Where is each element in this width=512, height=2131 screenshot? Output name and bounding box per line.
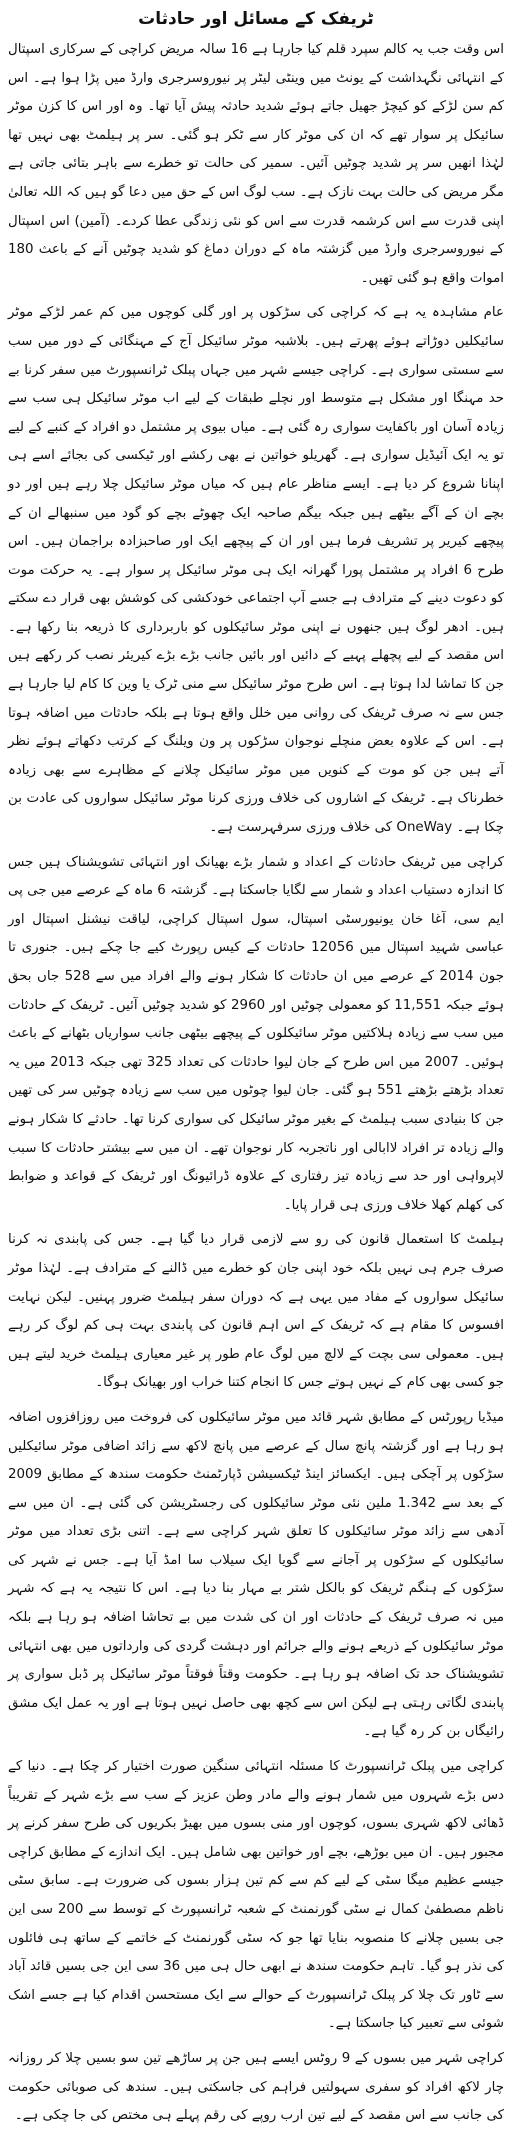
article-paragraph-2: عام مشاہدہ یہ ہے کہ کراچی کی سڑکوں پر اور گلی کوچوں میں کم عمر لڑکے موٹر سائیکلیں دوڑاتے ہوئے پھرتے ہیں۔ بلاشبہ موٹر سائیکل آج کے مہنگائی کے دور میں سب سے سستی سواری ہے۔ کراچی جیسے شہر میں جہاں پبلک ٹرانسپورٹ میں سفر کرنا بے حد مہنگا اور مشکل ہے متوسط اور نچلے طبقات کے لیے اب موٹر سائیکل ہی سب سے زیادہ آسان اور باکفایت سواری رہ گئی ہے۔ میاں بیوی پر مشتمل دو افراد کے کنبے کے لیے تو یہ ایک آئیڈیل سواری ہے۔ گھریلو خواتین نے بھی رکشے اور ٹیکسی کی بجائے اسے ہی اپنانا شروع کر دیا ہے۔ ایسے مناظر عام ہیں کہ میاں موٹر سائیکل چلا رہے ہیں اور دو بچے ان کے آگے بیٹھے ہیں جبکہ بیگم صاحبہ ایک چھوٹے بچے کو گود میں سنبھالے ان کے پیچھے کیریر پر تشریف فرما ہیں اور ان کے پیچھے ایک اور صاحبزادہ براجمان ہیں۔ اس طرح 6 افراد پر مشتمل پورا گھرانہ ایک ہی موٹر سائیکل پر سوار ہے۔ یہ حرکت موت کو دعوت دینے کے مترادف ہے جسے آپ اجتماعی خودکشی کی کوشش بھی قرار دے سکتے ہیں۔ ادھر لوگ ہیں جنھوں نے اپنی موٹر سائیکلوں کو باربرداری کا ذریعہ بنا رکھا ہے۔ اس مقصد کے لیے پچھلے پہیے کے دائیں اور بائیں جانب بڑے بڑے کیریئر نصب کر رکھے ہیں جن کا تماشا لدا ہوتا ہے۔ اس طرح موٹر سائیکل سے منی ٹرک یا وین کا کام لیا جارہا ہے جس سے نہ صرف ٹریفک کی روانی میں خلل واقع ہوتا ہے بلکہ حادثات میں اضافہ ہوتا ہے۔ اس کے علاوہ بعض منچلے نوجوان سڑکوں پر ون ویلنگ کے کرتب دکھاتے ہوئے نظر آتے ہیں جن کو موت کے کنویں میں موٹر سائیکل چلانے کے مظاہرے سے بھی زیادہ خطرناک ہے۔ ٹریفک کے اشاروں کی خلاف ورزی کرنا موٹر سائیکل سواروں کی عادت بن چکا ہے۔ OneWay کی خلاف ورزی سرفہرست ہے۔ (8, 305, 504, 836)
article-paragraph-7: کراچی شہر میں بسوں کے 9 روٹس ایسے ہیں جن پر ساڑھے تین سو بسیں چلا کر روزانہ چار لاکھ افراد کو سفری سہولتیں فراہم کی جاسکتی ہیں۔ سندھ کی صوبائی حکومت کی جانب سے اس مقصد کے لیے تین ارب روپے کی رقم پہلے ہی مختص کی جا چکی ہے۔ (8, 2050, 504, 2124)
article-headline: ٹریفک کے مسائل اور حادثات (138, 9, 374, 29)
article-paragraph-1: اس وقت جب یہ کالم سپرد قلم کیا جارہا ہے 16 سالہ مریض کراچی کے سرکاری اسپتال کے انتہائی نگہداشت کے یونٹ میں وینٹی لیٹر پر نیوروسرجری وارڈ میں پڑا ہوا ہے۔ اس کم سن لڑکے کو کیچڑ جھیل جاتے ہوئے شدید حادثہ پیش آیا تھا۔ وہ اور اس کا کزن موٹر سائیکل پر سوار تھے کہ ان کی موٹر کار سے ٹکر ہو گئی۔ سر پر ہیلمٹ بھی نہیں تھا لہٰذا انھیں سر پر شدید چوٹیں آئیں۔ سمیر کی حالت تو خطرے سے باہر بتائی جاتی ہے مگر مریض کی حالت بہت نازک ہے۔ سب لوگ اس کے حق میں دعا گو ہیں کہ اللہ تعالیٰ اپنی قدرت سے اس کرشمہ قدرت سے اس کو نئی زندگی عطا کردے۔ (آمین) اس اسپتال کے نیوروسرجری وارڈ میں گزشتہ ماہ کے دوران دماغ کو شدید چوٹیں آنے کے باعث 180 اموات واقع ہو گئی تھیں۔ (8, 42, 504, 286)
article-paragraph-6: کراچی میں پبلک ٹرانسپورٹ کا مسئلہ انتہائی سنگین صورت اختیار کر چکا ہے۔ دنیا کے دس بڑے شہروں میں شمار ہونے والے مادر وطن عزیز کے سب سے بڑے شہر کے تقریباً ڈھائی لاکھ شہری بسوں، کوچوں اور منی بسوں میں بھیڑ بکریوں کی طرح سفر کرنے پر مجبور ہیں۔ ان میں بوڑھے، بچے اور خواتین بھی شامل ہیں۔ ایک اندازے کے مطابق کراچی جیسے عظیم میگا سٹی کے لیے کم سے کم تین ہزار بسوں کی ضرورت ہے۔ سابق سٹی ناظم مصطفیٰ کمال نے سٹی گورنمنٹ کے شعبہ ٹرانسپورٹ کے توسط سے 200 سی این جی بسیں چلانے کا منصوبہ بنایا تھا جو کہ سٹی گورنمنٹ کے خاتمے کے ساتھ ہی فائلوں کی نذر ہو گیا۔ تاہم حکومت سندھ نے ابھی حال ہی میں 36 سی این جی بسیں قائد آباد سے ٹاور تک چلا کر پبلک ٹرانسپورٹ کے حوالے سے ایک مستحسن اقدام کیا ہے جسے اشک شوئی سے تعبیر کیا جاسکتا ہے۔ (8, 1759, 504, 2032)
article-paragraph-3: کراچی میں ٹریفک حادثات کے اعداد و شمار بڑے بھیانک اور انتہائی تشویشناک ہیں جس کا اندازہ دستیاب اعداد و شمار سے لگایا جاسکتا ہے۔ گزشتہ 6 ماہ کے عرصے میں جی پی ایم سی، آغا خان یونیورسٹی اسپتال، سول اسپتال کراچی، لیاقت نیشنل اسپتال اور عباسی شہید اسپتال میں 12056 حادثات کے کیس رپورٹ کیے جا چکے ہیں۔ جنوری تا جون 2014 کے عرصے میں ان حادثات کا شکار ہونے والے افراد میں سے 528 جاں بحق ہوئے جبکہ 11,551 کو معمولی چوٹیں اور 2960 کو شدید چوٹیں آئیں۔ ٹریفک کے حادثات میں سب سے زیادہ ہلاکتیں موٹر سائیکلوں کے پیچھے بیٹھی جانب سواریاں بٹھانے کے باعث ہوئیں۔ 2007 میں اس طرح کے جان لیوا حادثات کی تعداد 325 تھی جبکہ 2013 میں یہ تعداد بڑھتے بڑھتے 551 ہو گئی۔ جان لیوا چوٹوں میں سب سے زیادہ چوٹیں سر کی تھیں جن کا بنیادی سبب ہیلمٹ کے بغیر موٹر سائیکل کی سواری کرنا تھا۔ حادثے کا شکار ہونے والے زیادہ تر افراد لاابالی اور ناتجربہ کار نوجوان تھے۔ ان میں سے بیشتر حادثات کا سبب لاپرواہی اور حد سے زیادہ تیز رفتاری کے علاوہ ڈرائیونگ اور ٹریفک کے قواعد و ضوابط کی کھلم کھلا خلاف ورزی ہی قرار پایا۔ (8, 854, 505, 1213)
article-paragraph-4: ہیلمٹ کا استعمال قانون کی رو سے لازمی قرار دیا گیا ہے۔ جس کی پابندی نہ کرنا صرف جرم ہی نہیں بلکہ خود اپنی جان کو خطرے میں ڈالنے کے مترادف ہے۔ لہٰذا موٹر سائیکل سواروں کے مفاد میں یہی ہے کہ دوران سفر ہیلمٹ ضرور پہنیں۔ لیکن نہایت افسوس کا مقام ہے کہ ٹریفک کے اس اہم قانون کی پابندی بہت ہی کم لوگ کر رہے ہیں۔ معمولی سی بچت کے لالچ میں لوگ عام طور پر غیر معیاری ہیلمٹ خرید لیتے ہیں جو کسی بھی کام کے نہیں ہوتے جس کا انجام کتنا خراب اور بھیانک ہوگا۔ (8, 1232, 504, 1391)
article-body (8, 36, 504, 2131)
article-paragraph-5: میڈیا رپورٹس کے مطابق شہر قائد میں موٹر سائیکلوں کی فروخت میں روزافزوں اضافہ ہو رہا ہے اور گزشتہ پانچ سال کے عرصے میں پانچ لاکھ سے زائد اضافی موٹر سائیکلیں سڑکوں پر آچکی ہیں۔ ایکسائز اینڈ ٹیکسیشن ڈپارٹمنٹ حکومت سندھ کے مطابق 2009 کے بعد سے 1.342 ملین نئی موٹر سائیکلوں کی رجسٹریشن کی گئی ہے۔ ان میں سے آدھی سے زائد موٹر سائیکلوں کا تعلق شہر کراچی سے ہے۔ اتنی بڑی تعداد میں موٹر سائیکلوں کے سڑکوں پر آجانے سے گویا ایک سیلاب سا امڈ آیا ہے۔ جس نے شہر کی سڑکوں کے ہنگم ٹریفک کو بالکل شتر بے مہار بنا دیا ہے۔ اس کا نتیجہ یہ ہے کہ شہر میں نہ صرف ٹریفک کے حادثات اور ان کی شدت میں بے تحاشا اضافہ ہو رہا ہے بلکہ موٹر سائیکلوں کے ذریعے ہونے والے جرائم اور دہشت گردی کی وارداتوں میں بھی انتہائی تشویشناک حد تک اضافہ ہو رہا ہے۔ حکومت وقتاً فوقتاً موٹر سائیکل پر ڈبل سواری پر پابندی لگاتی رہتی ہے لیکن اس سے کچھ بھی حاصل نہیں ہوتا ہے اور یہ عمل ایک مشق رائیگاں بن کر رہ گیا ہے۔ (8, 1409, 504, 1740)
